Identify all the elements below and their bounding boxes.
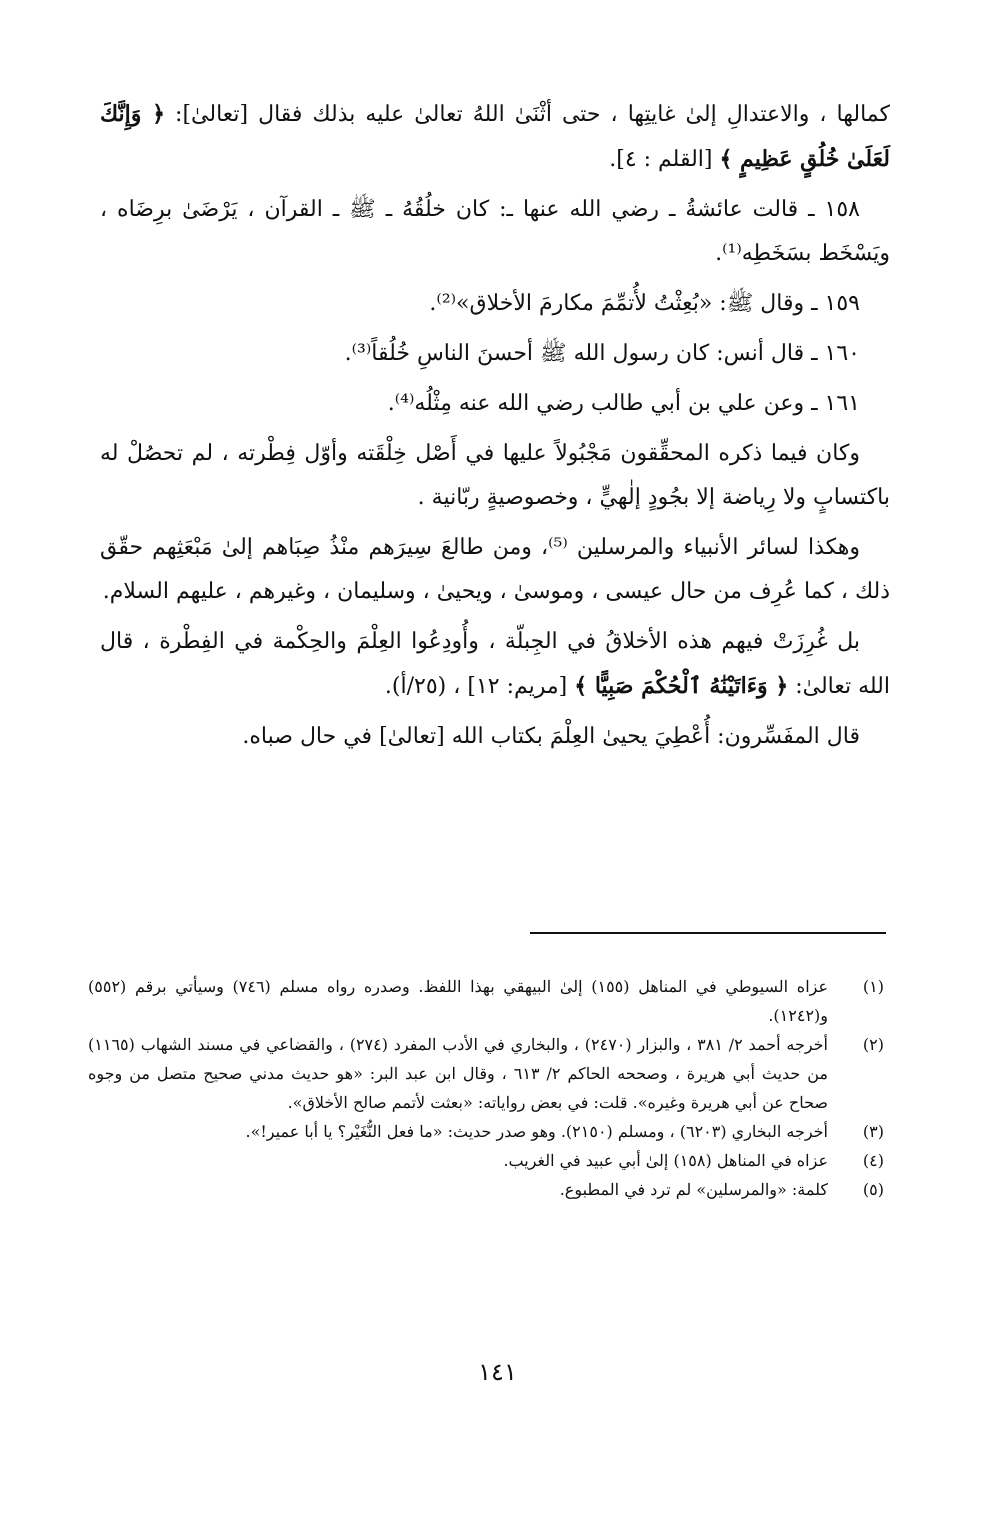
hadith-160: ١٦٠ ـ قال أنس: كان رسول الله ﷺ أحسنَ الناسِ خُلُقاً⁽³⁾. — [344, 341, 860, 366]
page-number: ١٤١ — [478, 1358, 517, 1386]
footnote-number: (٣) — [862, 1122, 884, 1141]
quran-verse-1: ﴿ وَإِنَّكَ لَعَلَىٰ خُلُقٍ عَظِيمٍ ﴾ — [100, 101, 890, 172]
paragraph-8-text-b: [مريم: ١٢] ، (٢٥/أ). — [384, 674, 568, 699]
footnote-5 — [88, 1175, 884, 1204]
footnote-number: (٥) — [862, 1180, 884, 1199]
paragraph-9: قال المفَسِّرون: أُعْطِيَ يحيىٰ العِلْمَ بكتاب الله [تعالىٰ] في حال صباه. — [242, 724, 860, 749]
footnote-2 — [88, 1030, 884, 1117]
footnote-1 — [88, 972, 884, 1030]
footnote-4 — [88, 1146, 884, 1175]
footnote-text: أخرجه البخاري (٦٢٠٣) ، ومسلم (٢١٥٠). وهو صدر حديث: «ما فعل النُّغَيْر؟ يا أبا عمير!». — [245, 1122, 828, 1141]
footnote-text: كلمة: «والمرسلين» لم ترد في المطبوع. — [559, 1180, 828, 1199]
footnote-separator — [530, 932, 886, 934]
footnote-number: (٤) — [862, 1151, 884, 1170]
hadith-159: ١٥٩ ـ وقال ﷺ: «بُعِثْتُ لأُتمِّمَ مكارمَ الأخلاق»⁽²⁾. — [429, 291, 860, 316]
paragraph-8-text-a: بل غُرِزَتْ فيهم هذه الأخلاقُ في الجِبلّة ، وأُودِعُوا العِلْمَ والحِكْمة في الفِطْرة ، قال الله تعالىٰ: — [100, 629, 890, 699]
footnote-text: عزاه في المناهل (١٥٨) إلىٰ أبي عبيد في الغريب. — [503, 1151, 828, 1170]
footnote-text: أخرجه أحمد ٢/ ٣٨١ ، والبزار (٢٤٧٠) ، والبخاري في الأدب المفرد (٢٧٤) ، والقضاعي في مسند الشهاب (١١٦٥) من حديث أبي هريرة ، وصححه الحاكم ٢/ ٦١٣ ، وقال ابن عبد البر: «هو حديث مدني صحيح متصل من وجوه صحاح عن أبي هريرة وغيره». قلت: في بعض رواياته: «بعثت لأتمم صالح الأخلاق». — [88, 1035, 829, 1112]
hadith-161: ١٦١ ـ وعن علي بن أبي طالب رضي الله عنه مِثْلُه⁽⁴⁾. — [387, 391, 860, 416]
footnote-number: (٢) — [862, 1035, 884, 1054]
footnote-text: عزاه السيوطي في المناهل (١٥٥) إلىٰ البيهقي بهذا اللفظ. وصدره رواه مسلم (٧٤٦) وسيأتي برقم (٥٥٢) و(١٢٤٢). — [88, 977, 829, 1025]
hadith-158: ١٥٨ ـ قالت عائشةُ ـ رضي الله عنها ـ: كان خلُقُهُ ـ ﷺ ـ القرآن ، يَرْضَىٰ برِضَاه ، ويَسْخَط بسَخَطِه⁽¹⁾. — [100, 197, 890, 266]
footnote-3 — [88, 1117, 884, 1146]
paragraph-8 — [100, 620, 890, 709]
verse-reference-1: [القلم : ٤]. — [609, 147, 713, 172]
footnotes — [88, 972, 884, 1204]
paragraph-1 — [100, 92, 890, 182]
quran-verse-2: ﴿ وَءَاتَيْنَٰهُ ٱلْحُكْمَ صَبِيًّا ﴾ — [574, 673, 789, 699]
footnote-number: (١) — [862, 977, 884, 996]
paragraph-7: وهكذا لسائر الأنبياء والمرسلين ⁽⁵⁾، ومن طالعَ سِيرَهم منْذُ صِبَاهم إلىٰ مَبْعَثِهم حقّق ذلك ، كما عُرِف من حال عيسى ، وموسىٰ ، ويحيىٰ ، وسليمان ، وغيرهم ، عليهم السلام. — [100, 535, 890, 604]
paragraph-1-text: كمالها ، والاعتدالِ إلىٰ غايتِها ، حتى أثْنَىٰ اللهُ تعالىٰ عليه بذلك فقال [تعالىٰ]: — [175, 102, 891, 127]
main-text — [100, 92, 890, 765]
paragraph-6: وكان فيما ذكره المحقِّقون مَجْبُولاً عليها في أَصْل خِلْقَته وأوّل فِطْرته ، لم تحصُلْ له باكتسابٍ ولا رِياضة إلا بجُودٍ إلٰهيٍّ ، وخصوصيةٍ ربّانية . — [100, 441, 890, 510]
